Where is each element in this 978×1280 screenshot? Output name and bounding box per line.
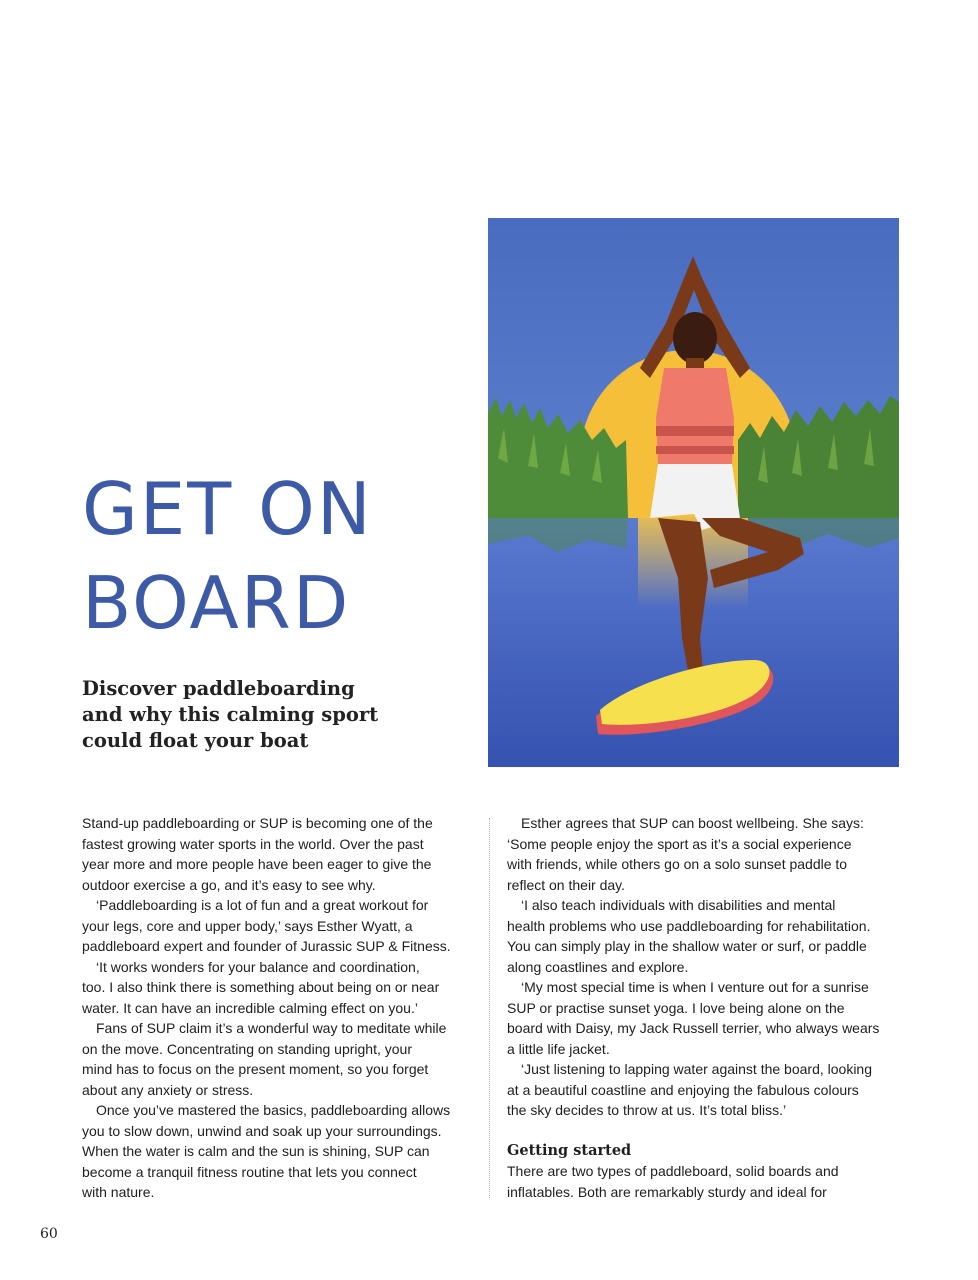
- paragraph-3: [82, 957, 477, 1019]
- body-column-left: [82, 813, 477, 1203]
- text-line: too. I also think there is something about being on or near: [82, 979, 440, 995]
- text-line: about any anxiety or stress.: [82, 1081, 254, 1098]
- text-line: Stand-up paddleboarding or SUP is becoming one of the: [82, 815, 433, 831]
- text-line: inflatables. Both are remarkably sturdy and ideal for: [507, 1183, 827, 1200]
- text-line: board with Daisy, my Jack Russell terrier, who always wears: [507, 1020, 880, 1036]
- article-standfirst: [82, 676, 422, 754]
- paragraph-6: [507, 813, 907, 895]
- text-line: fastest growing water sports in the world. Over the past: [82, 835, 424, 852]
- text-line: You can simply play in the shallow water or surf, or paddle: [507, 938, 867, 954]
- standfirst-line-1: Discover paddleboarding: [82, 677, 355, 700]
- paragraph-4: [82, 1018, 477, 1100]
- paddleboard-yoga-illustration: [488, 218, 899, 767]
- subheading-getting-started: Getting started: [507, 1141, 632, 1159]
- paragraph-2: [82, 895, 477, 957]
- text-line: with nature.: [82, 1184, 155, 1200]
- text-line: When the water is calm and the sun is shining, SUP can: [82, 1143, 430, 1159]
- text-line: ‘Paddleboarding is a lot of fun and a great workout for: [96, 897, 429, 913]
- paragraph-5: [82, 1100, 477, 1203]
- text-line: ‘My most special time is when I venture out for a sunrise: [521, 979, 869, 995]
- standfirst-line-3: could float your boat: [82, 729, 309, 752]
- text-line: ‘Just listening to lapping water against the board, looking: [521, 1061, 872, 1077]
- paragraph-1: [82, 813, 477, 895]
- text-line: SUP or practise sunset yoga. I love being alone on the: [507, 999, 845, 1016]
- text-line: along coastlines and explore.: [507, 958, 689, 975]
- text-line: paddleboard expert and founder of Jurassic SUP & Fitness.: [82, 938, 451, 954]
- headline-line-1: GET ON: [82, 467, 373, 551]
- text-line: health problems who use paddleboarding for rehabilitation.: [507, 917, 871, 934]
- text-line: mind has to focus on the present moment, so you forget: [82, 1061, 429, 1077]
- headline-line-2: BOARD: [82, 561, 351, 645]
- text-line: ‘It works wonders for your balance and coordination,: [96, 958, 420, 975]
- vest-strap-1: [656, 426, 734, 436]
- text-line: reflect on their day.: [507, 876, 626, 893]
- text-line: at a beautiful coastline and enjoying the fabulous colours: [507, 1081, 859, 1098]
- column-divider: [489, 818, 490, 1198]
- text-line: on the move. Concentrating on standing upright, your: [82, 1040, 412, 1057]
- text-line: ‘Some people enjoy the sport as it’s a social experience: [507, 835, 852, 852]
- text-line: Fans of SUP claim it’s a wonderful way to meditate while: [96, 1020, 447, 1036]
- paragraph-7: [507, 895, 907, 977]
- text-line: year more and more people have been eager to give the: [82, 856, 432, 872]
- article-headline: [82, 462, 422, 650]
- text-line: become a tranquil fitness routine that lets you connect: [82, 1163, 417, 1180]
- head: [673, 312, 717, 364]
- text-line: There are two types of paddleboard, solid boards and: [507, 1163, 839, 1179]
- paragraph-10: [507, 1161, 907, 1202]
- paragraph-8: [507, 977, 907, 1059]
- text-line: your legs, core and upper body,’ says Esther Wyatt, a: [82, 917, 413, 934]
- paragraph-9: [507, 1059, 907, 1121]
- text-line: Esther agrees that SUP can boost wellbeing. She says:: [521, 815, 864, 831]
- text-line: the sky decides to throw at us. It’s total bliss.’: [507, 1102, 787, 1118]
- text-line: water. It can have an incredible calming effect on you.’: [82, 999, 418, 1016]
- text-line: Once you’ve mastered the basics, paddleboarding allows: [96, 1102, 451, 1118]
- standfirst-line-2: and why this calming sport: [82, 703, 379, 726]
- body-column-right: [507, 813, 907, 1202]
- text-line: outdoor exercise a go, and it’s easy to see why.: [82, 876, 376, 893]
- text-line: you to slow down, unwind and soak up your surroundings.: [82, 1122, 442, 1139]
- page-number: 60: [40, 1226, 58, 1242]
- text-line: with friends, while others go on a solo sunset paddle to: [507, 856, 848, 872]
- vest-strap-2: [656, 446, 734, 454]
- text-line: ‘I also teach individuals with disabilities and mental: [521, 897, 836, 913]
- text-line: a little life jacket.: [507, 1040, 610, 1057]
